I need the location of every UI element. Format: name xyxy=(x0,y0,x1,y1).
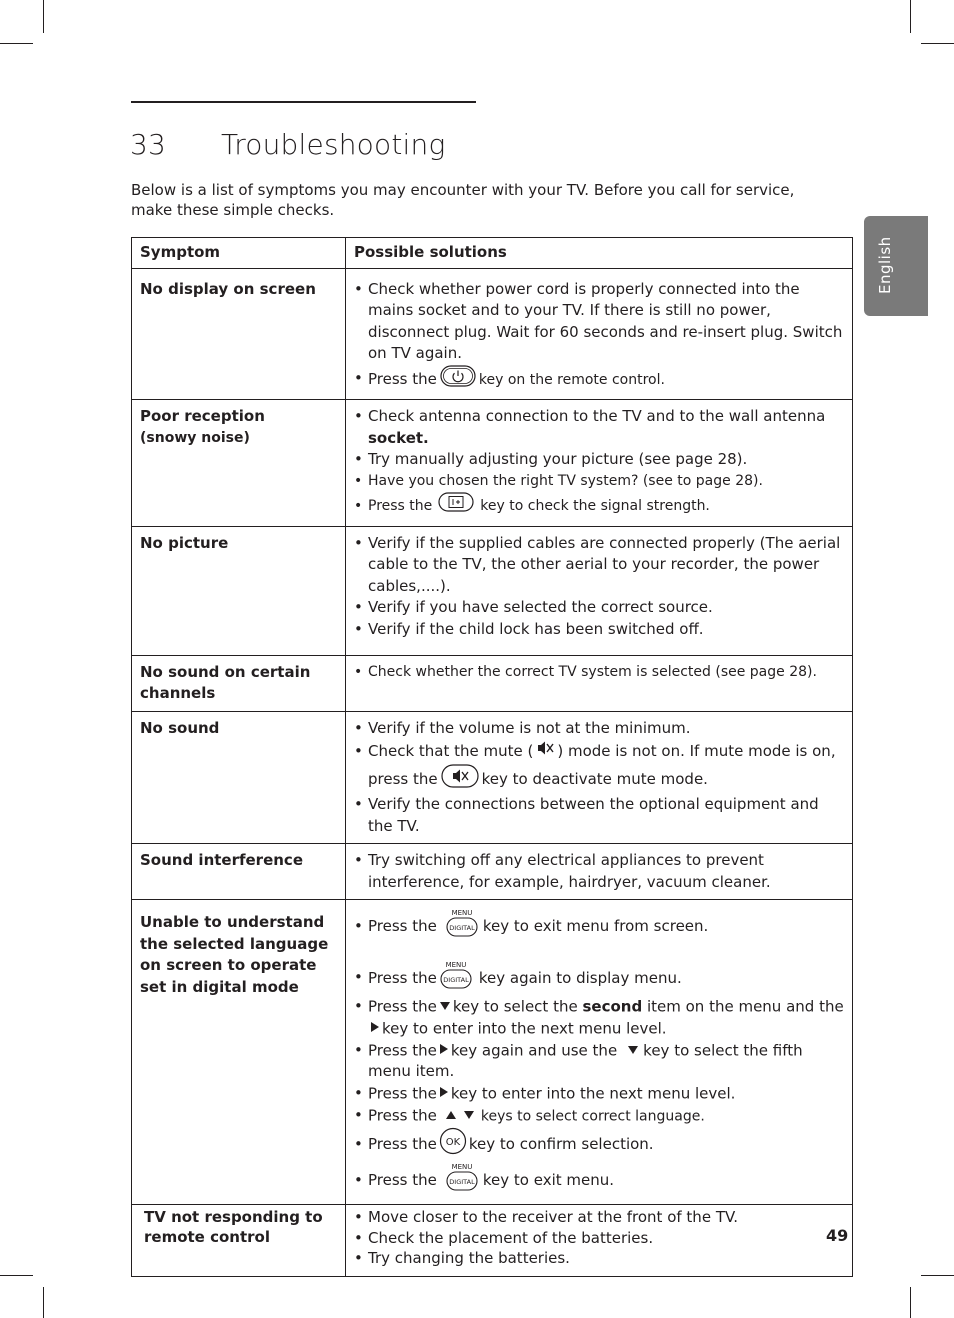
solutions-cell xyxy=(346,900,853,1205)
down-arrow-icon xyxy=(439,996,451,1018)
intro-text: Below is a list of symptoms you may encounter with your TV. Before you call for service, make these simple checks. xyxy=(131,181,795,219)
list-item: • Verify the connections between the optional equipment and the TV. xyxy=(354,794,844,837)
list-item: • Press the keys to select correct language. xyxy=(354,1105,844,1128)
chapter-number: 33 xyxy=(130,128,167,161)
list-item: • Check whether the correct TV system is selected (see page 28). xyxy=(354,662,844,684)
list-item: • Verify if the supplied cables are connected properly (The aerial cable to the TV, the other aerial to your recorder, the power cables,....). xyxy=(354,533,844,598)
troubleshooting-table xyxy=(131,237,853,1277)
solutions-cell xyxy=(346,268,853,400)
list-item: • Press the key to select the second item on the menu and thekey to enter into the next menu level. xyxy=(354,996,844,1040)
up-arrow-icon xyxy=(445,1105,457,1127)
menu-digital-key-icon xyxy=(445,1162,479,1199)
svg-text:DIGITAL: DIGITAL xyxy=(443,975,469,984)
svg-text:MENU: MENU xyxy=(451,909,473,917)
list-item: • Try switching off any electrical appliances to prevent interference, for example, hairdryer, vacuum cleaner. xyxy=(354,850,844,893)
list-item: • Move closer to the receiver at the front of the TV. xyxy=(354,1207,844,1228)
symptom-cell xyxy=(132,400,346,527)
list-item: • Check whether power cord is properly connected into the mains socket and to your TV. If there is still no power, disconnect plug. Wait for 60 seconds and re-insert plug. Switch on TV again. xyxy=(354,279,844,365)
solutions-cell xyxy=(346,711,853,844)
table-row xyxy=(132,1205,853,1277)
crop-mark xyxy=(0,1275,33,1276)
symptom-cell: No picture xyxy=(132,526,346,655)
table-row xyxy=(132,711,853,844)
list-item: • Press the MENU DIGITAL key again to display menu. xyxy=(354,960,844,997)
list-item: • Press the key to enter into the next menu level. xyxy=(354,1083,844,1105)
symptom-subtitle: (snowy noise) xyxy=(140,429,250,446)
list-item: • Verify if you have selected the correct source. xyxy=(354,597,844,619)
down-arrow-icon xyxy=(463,1105,475,1127)
list-item: • Check that the mute ( ) mode is not on. If mute mode is on, press the key to deactivate mute mode. xyxy=(354,739,844,794)
svg-text:MENU: MENU xyxy=(451,1162,473,1171)
symptom-cell: No sound on certain channels xyxy=(132,655,346,711)
table-row xyxy=(132,268,853,400)
list-item: • Press the key on the remote control. xyxy=(354,365,844,394)
crop-mark xyxy=(910,0,911,33)
mute-icon xyxy=(535,739,555,764)
solutions-cell xyxy=(346,844,853,900)
language-tab-label: English xyxy=(876,236,894,294)
symptom-cell: No sound xyxy=(132,711,346,844)
table-row xyxy=(132,900,853,1205)
power-key-icon xyxy=(440,365,476,394)
symptom-cell: TV not responding to remote control xyxy=(132,1205,346,1277)
list-item: • Have you chosen the right TV system? (see to page 28). xyxy=(354,471,844,493)
symptom-header: Symptom xyxy=(132,238,346,269)
solutions-cell xyxy=(346,655,853,711)
symptom-cell: Unable to understand the selected language on screen to operate set in digital mode xyxy=(132,900,346,1205)
list-item: • Verify if the child lock has been switched off. xyxy=(354,619,844,641)
list-item: • Check the placement of the batteries. xyxy=(354,1228,844,1249)
table-row xyxy=(132,655,853,711)
table-row xyxy=(132,844,853,900)
chapter-title: Troubleshooting xyxy=(221,128,446,161)
svg-text:OK: OK xyxy=(445,1137,461,1149)
symptom-cell: Sound interference xyxy=(132,844,346,900)
solutions-cell xyxy=(346,526,853,655)
svg-text:DIGITAL: DIGITAL xyxy=(449,1177,475,1186)
table-header-row xyxy=(132,238,853,269)
down-arrow-icon xyxy=(627,1040,639,1062)
page-title xyxy=(130,128,445,161)
list-item: • Press the key to check the signal strength. xyxy=(354,492,844,520)
crop-mark xyxy=(910,1287,911,1318)
svg-text:DIGITAL: DIGITAL xyxy=(449,924,475,932)
svg-text:MENU: MENU xyxy=(445,960,467,969)
list-item: • Press the key again and use the key to select the fifth menu item. xyxy=(354,1040,844,1083)
list-item: • Verify if the volume is not at the minimum. xyxy=(354,718,844,740)
mute-key-icon xyxy=(441,764,479,795)
info-key-icon xyxy=(438,492,474,520)
list-item: • Try changing the batteries. xyxy=(354,1248,844,1269)
symptom-title: Poor reception xyxy=(140,407,265,425)
crop-mark xyxy=(921,43,954,44)
menu-digital-key-icon xyxy=(445,908,479,945)
ok-key-icon xyxy=(439,1127,467,1162)
solutions-header: Possible solutions xyxy=(346,238,853,269)
header-rule xyxy=(131,101,476,103)
table-row xyxy=(132,526,853,655)
symptom-cell: No display on screen xyxy=(132,268,346,400)
list-item: • Press the OK key to confirm selection. xyxy=(354,1127,844,1162)
right-arrow-icon xyxy=(370,1018,380,1040)
list-item: • Press the MENU DIGITAL key to exit menu. xyxy=(354,1162,844,1199)
right-arrow-icon xyxy=(439,1083,449,1105)
crop-mark xyxy=(921,1275,954,1276)
crop-mark xyxy=(43,0,44,33)
crop-mark xyxy=(0,43,33,44)
right-arrow-icon xyxy=(439,1040,449,1062)
solutions-cell xyxy=(346,400,853,527)
list-item: • Check antenna connection to the TV and to the wall antenna socket. xyxy=(354,406,844,449)
solutions-cell xyxy=(346,1205,853,1277)
list-item: • Try manually adjusting your picture (see page 28). xyxy=(354,449,844,471)
crop-mark xyxy=(43,1287,44,1318)
menu-digital-key-icon xyxy=(439,960,473,997)
language-tab xyxy=(864,216,928,316)
list-item: • Press the MENU DIGITAL key to exit menu from screen. xyxy=(354,908,844,945)
page-number: 49 xyxy=(826,1226,849,1245)
table-row xyxy=(132,400,853,527)
